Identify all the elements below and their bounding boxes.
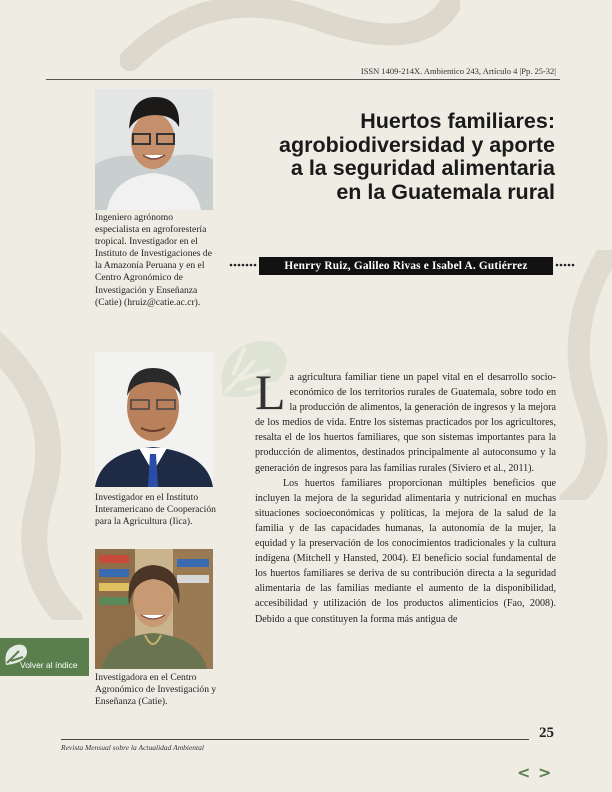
- title-line: Huertos familiares:: [360, 109, 555, 133]
- background-leaf-left: [0, 320, 90, 620]
- article-body: [255, 364, 556, 627]
- journal-name: Revista Mensual sobre la Actualidad Ambiental: [61, 743, 204, 752]
- footer-rule: [61, 739, 529, 740]
- article-title: [230, 110, 555, 204]
- drop-cap: L: [255, 364, 286, 420]
- author-photo-2: [95, 352, 213, 487]
- authors-bar: Henrry Ruiz, Galileo Rivas e Isabel A. Gutiérrez: [259, 257, 553, 275]
- author-photo-3: [95, 549, 213, 669]
- author-3-caption: Investigadora en el Centro Agronómico de Investigación y Enseñanza (Catie).: [95, 672, 217, 708]
- author-photo-1: [95, 89, 213, 210]
- title-line: en la Guatemala rural: [336, 179, 555, 204]
- paragraph-1: [255, 364, 556, 476]
- authors-dots-right: [554, 262, 578, 268]
- page-number: 25: [539, 725, 554, 741]
- back-to-index-button[interactable]: [0, 638, 89, 676]
- next-page-button[interactable]: >: [538, 763, 552, 782]
- paragraph-2: Los huertos familiares proporcionan múltiples beneficios que incluyen la mejora de la seguridad alimentaria y nutricional en muchas situaciones socioeconómicas y políticas, la mejora de la salud de la familia y de las capacidades humanas, la autonomía de la mujer, la equidad y la preservación de los conocimientos tradicionales y la cultura indígena (Mitchell y Hansted, 2004). El beneficio social fundamental de los huertos familiares se deriva de su contribución directa a la seguridad alimentaria de las familias mediante el aumento de la disponibilidad, accesibilidad y utilización de los productos alimenticios (Fao, 2008). Debido a que constituyen la forma más antigua de: [255, 477, 556, 625]
- prev-page-button[interactable]: <: [517, 763, 531, 782]
- paragraph-1-text: a agricultura familiar tiene un papel vital en el desarrollo socio-económico de los territorios rurales de Guatemala, sobre todo en la producción de alimentos, la generación de ingresos y la mejora de los medios de vida. Entre los sistemas practicados por los agricultores, resalta el de los huertos familiares, que son sistemas importantes para la producción de alimentos, destinados principalmente al autoconsumo y la generación de ingresos para las familias rurales (Siviero et al., 2011).: [255, 372, 556, 474]
- author-1-caption: Ingeniero agrónomo especialista en agroforestería tropical. Investigador en el Instituto de Investigaciones de la Amazonía Peruana y en el Centro Agronómico de Investigación y Enseñanza (Catie) (hruiz@catie.ac.cr).: [95, 212, 212, 308]
- header-rule: [46, 79, 560, 80]
- title-line: agrobiodiversidad y aporte: [279, 132, 555, 157]
- title-line: a la seguridad alimentaria: [290, 156, 555, 180]
- back-to-index-label: Volver al índice: [20, 660, 78, 670]
- background-leaf-top: [120, 0, 460, 90]
- author-2-caption: Investigador en el Instituto Interamericano de Cooperación para la Agricultura (Iica).: [95, 492, 216, 528]
- issn-line: ISSN 1409-214X. Ambientico 243, Artículo 4 |Pp. 25-32|: [360, 66, 556, 76]
- authors-dots-left: [228, 262, 258, 268]
